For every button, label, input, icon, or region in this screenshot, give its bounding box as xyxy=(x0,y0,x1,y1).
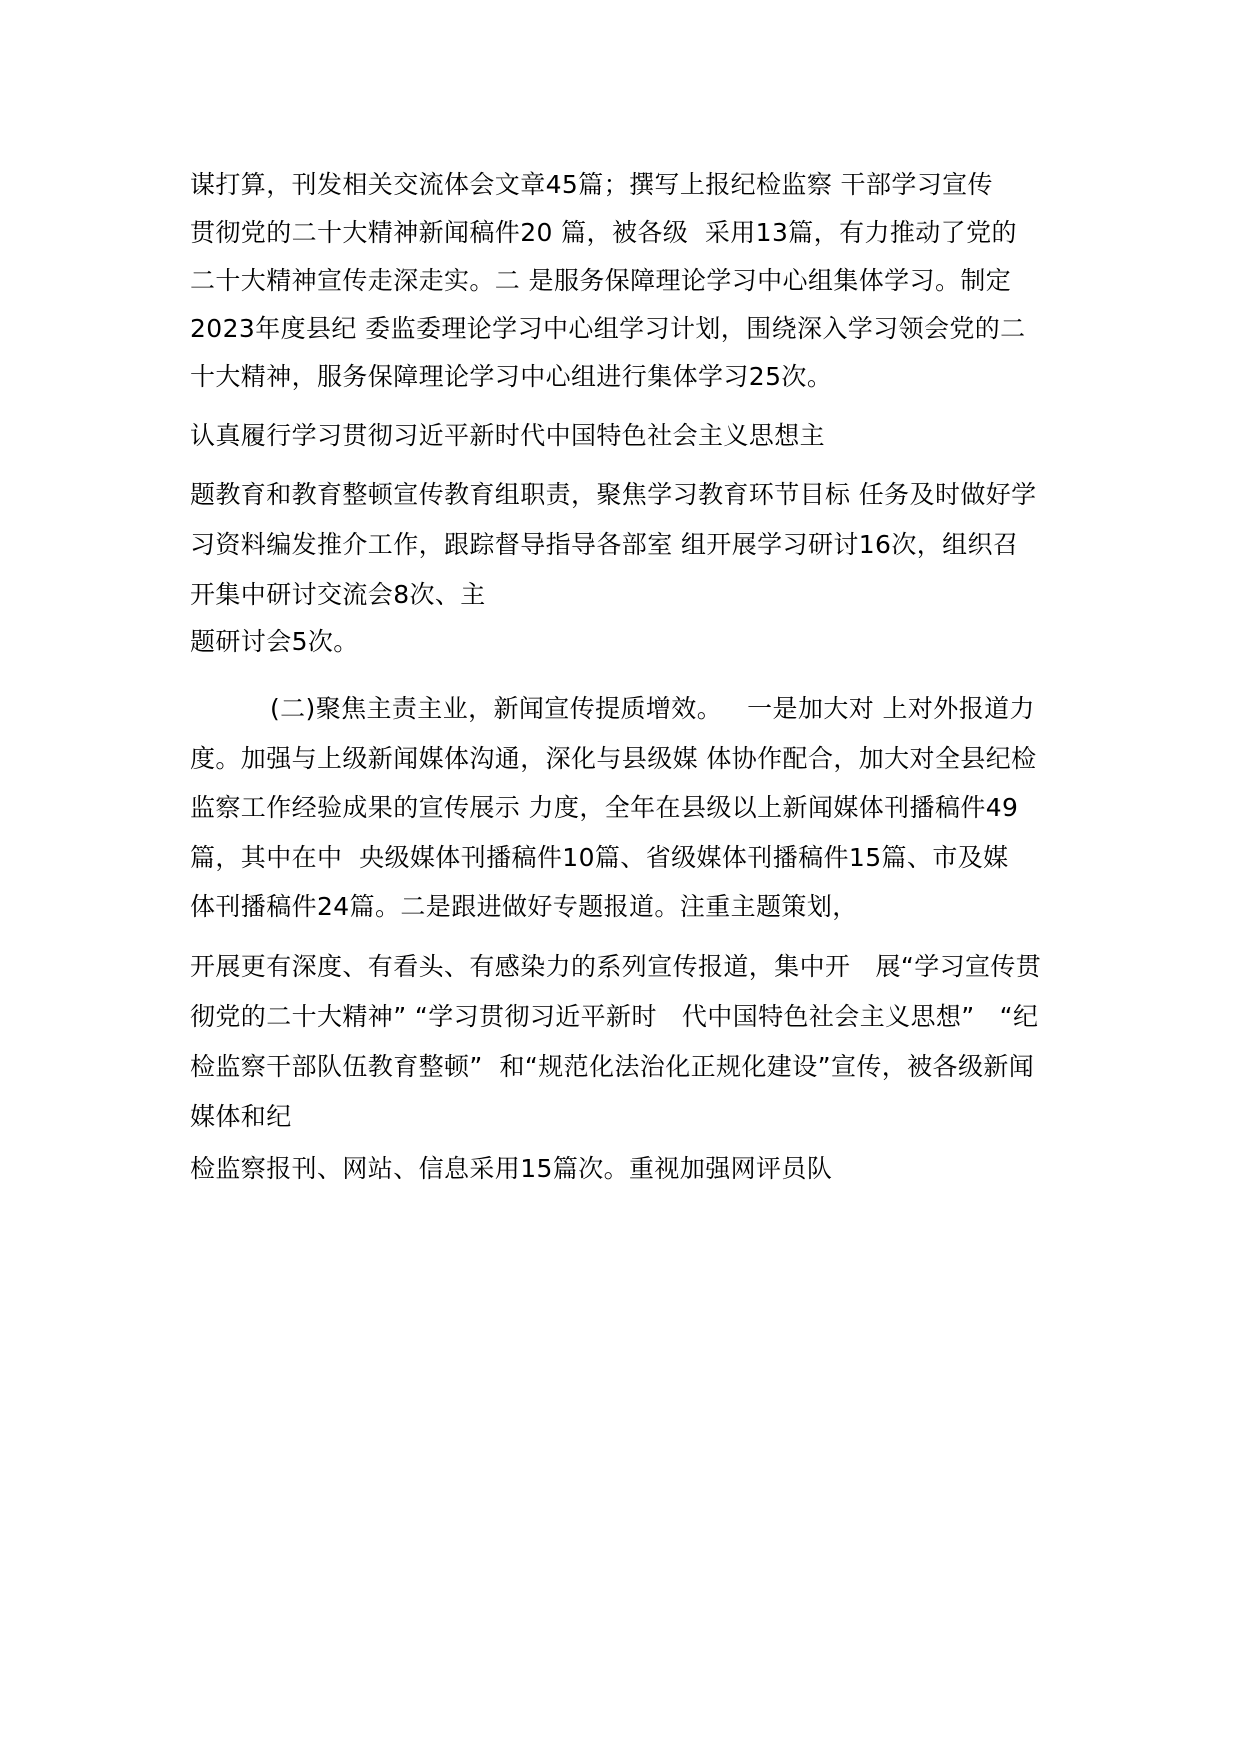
text-line: 度。加强与上级新闻媒体沟通，深化与县级媒 体协作配合，加大对全县纪检 xyxy=(190,744,1037,773)
section-heading-line: (二)聚焦主责主业，新闻宣传提质增效。 一是加大对 上对外报道力 xyxy=(270,694,1035,723)
text-line: 监察工作经验成果的宣传展示 力度，全年在县级以上新闻媒体刊播稿件49 xyxy=(190,793,1019,822)
text-line: 习资料编发推介工作，跟踪督导指导各部室 组开展学习研讨16次，组织召 xyxy=(190,530,1019,559)
text-line: 十大精神，服务保障理论学习中心组进行集体学习25次。 xyxy=(190,362,833,391)
text-line: 认真履行学习贯彻习近平新时代中国特色社会主义思想主 xyxy=(190,421,826,450)
text-line: 题研讨会5次。 xyxy=(190,627,359,656)
text-line: 二十大精神宣传走深走实。二 是服务保障理论学习中心组集体学习。制定 xyxy=(190,266,1012,295)
text-line: 谋打算，刊发相关交流体会文章45篇；撰写上报纪检监察 干部学习宣传 xyxy=(190,170,993,199)
text-line: 体刊播稿件24篇。二是跟进做好专题报道。注重主题策划， xyxy=(190,892,858,921)
text-line: 题教育和教育整顿宣传教育组职责，聚焦学习教育环节目标 任务及时做好学 xyxy=(190,480,1037,509)
text-line: 贯彻党的二十大精神新闻稿件20 篇，被各级 采用13篇，有力推动了党的 xyxy=(190,218,1017,247)
text-line: 开集中研讨交流会8次、主 xyxy=(190,580,486,609)
text-line: 篇，其中在中 央级媒体刊播稿件10篇、省级媒体刊播稿件15篇、市及媒 xyxy=(190,843,1009,872)
text-line: 2023年度县纪 委监委理论学习中心组学习计划，围绕深入学习领会党的二 xyxy=(190,314,1026,343)
text-line: 开展更有深度、有看头、有感染力的系列宣传报道，集中开 展“学习宣传贯 xyxy=(190,952,1042,981)
text-line: 检监察干部队伍教育整顿” 和“规范化法治化正规化建设”宣传，被各级新闻 xyxy=(190,1052,1035,1081)
text-line: 媒体和纪 xyxy=(190,1102,292,1131)
text-line: 彻党的二十大精神” “学习贯彻习近平新时 代中国特色社会主义思想” “纪 xyxy=(190,1002,1039,1031)
text-line: 检监察报刊、网站、信息采用15篇次。重视加强网评员队 xyxy=(190,1154,833,1183)
